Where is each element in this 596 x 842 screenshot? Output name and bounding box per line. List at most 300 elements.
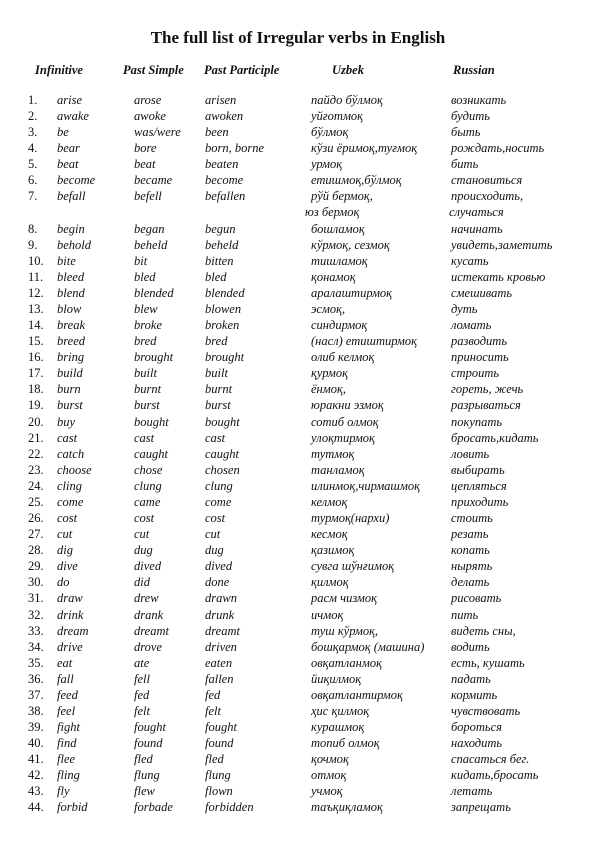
row-number: 11.: [28, 269, 44, 284]
russian-cell: кусать: [451, 253, 489, 268]
infinitive-cell: feed: [57, 687, 78, 702]
russian-cell: будить: [451, 109, 490, 124]
past-simple-cell: found: [134, 736, 163, 751]
russian-cell: резать: [451, 527, 489, 542]
uzbek-cell: топиб олмоқ: [311, 736, 380, 751]
table-row: [0, 799, 596, 815]
infinitive-cell: fly: [57, 784, 70, 799]
past-participle-cell: beheld: [205, 237, 239, 252]
infinitive-cell: cling: [57, 478, 82, 493]
infinitive-cell: behold: [57, 237, 92, 252]
past-participle-cell: felt: [205, 703, 221, 718]
infinitive-cell: buy: [57, 414, 76, 429]
row-number: 31.: [28, 591, 44, 606]
past-participle-cell: begun: [205, 221, 236, 236]
row-number: 18.: [28, 382, 44, 397]
uzbek-cell: овқатлантирмоқ: [311, 687, 403, 702]
russian-cell: разрываться: [451, 398, 521, 413]
infinitive-cell: fall: [57, 671, 74, 686]
russian-cell: ловить: [451, 446, 490, 461]
past-participle-cell: forbidden: [205, 800, 254, 815]
header-uzbek: Uzbek: [332, 63, 364, 77]
row-number: 42.: [28, 768, 44, 783]
uzbek-cell: аралаштирмоқ: [311, 285, 393, 300]
past-participle-cell: awoken: [205, 109, 244, 124]
uzbek-cell: сотиб олмоқ: [311, 414, 379, 429]
table-row: [0, 172, 596, 188]
infinitive-cell: cost: [57, 511, 78, 526]
past-simple-cell: fled: [134, 752, 153, 767]
past-participle-cell: bitten: [205, 253, 234, 268]
russian-cell: строить: [451, 366, 500, 381]
table-row: [0, 478, 596, 494]
past-participle-cell: blowen: [205, 302, 242, 317]
russian-cell: становиться: [451, 173, 523, 188]
uzbek-cell: ҳис қилмоқ: [311, 703, 370, 718]
uzbek-cell-continued: юз бермоқ: [305, 205, 360, 220]
past-participle-cell: drawn: [205, 591, 237, 606]
russian-cell: бросать,кидать: [451, 430, 539, 445]
infinitive-cell: do: [57, 575, 70, 590]
row-number: 1.: [28, 93, 38, 107]
uzbek-cell: расм чизмоқ: [311, 591, 378, 606]
table-row: [0, 639, 596, 655]
uzbek-cell: йиқилмоқ: [311, 671, 362, 686]
infinitive-cell: bear: [57, 141, 80, 156]
infinitive-cell: bite: [57, 253, 76, 268]
russian-cell: пить: [451, 607, 479, 622]
russian-cell: увидеть,заметить: [451, 237, 553, 252]
past-simple-cell: felt: [134, 703, 150, 718]
infinitive-cell: dream: [57, 623, 89, 638]
past-participle-cell: built: [205, 366, 228, 381]
past-simple-cell: arose: [134, 93, 162, 107]
table-row: [0, 333, 596, 349]
past-participle-cell: drunk: [205, 607, 235, 622]
past-simple-cell: broke: [134, 318, 162, 333]
table-row: [0, 719, 596, 735]
row-number: 19.: [28, 398, 44, 413]
russian-cell: быть: [451, 125, 481, 140]
past-simple-cell: dived: [134, 559, 162, 574]
past-simple-cell: drove: [134, 639, 162, 654]
infinitive-cell: draw: [57, 591, 83, 606]
uzbek-cell: бошқармоқ (машина): [311, 639, 425, 654]
russian-cell: ломать: [451, 318, 492, 333]
infinitive-cell: forbid: [57, 800, 88, 815]
infinitive-cell: blow: [57, 302, 82, 317]
past-simple-cell: beheld: [134, 237, 168, 252]
table-row: [0, 365, 596, 381]
infinitive-cell: flee: [57, 752, 76, 767]
verb-table: [0, 92, 596, 816]
past-simple-cell: fell: [134, 671, 150, 686]
past-participle-cell: become: [205, 173, 244, 188]
russian-cell: делать: [451, 575, 490, 590]
row-number: 28.: [28, 543, 44, 558]
russian-cell: чувствовать: [451, 703, 521, 718]
uzbek-cell: қурмоқ: [311, 366, 348, 381]
row-number: 3.: [28, 125, 38, 140]
uzbek-cell: (насл) етиштирмоқ: [311, 334, 417, 349]
past-simple-cell: cast: [134, 430, 155, 445]
infinitive-cell: dig: [57, 543, 73, 558]
russian-cell: кормить: [451, 687, 498, 702]
row-number: 8.: [28, 221, 38, 236]
infinitive-cell: build: [57, 366, 83, 381]
uzbek-cell: танламоқ: [311, 462, 365, 477]
row-number: 10.: [28, 253, 44, 268]
row-number: 27.: [28, 527, 44, 542]
russian-cell: спасаться бег.: [451, 752, 530, 767]
russian-cell: выбирать: [451, 462, 505, 477]
russian-cell: стоить: [451, 511, 493, 526]
infinitive-cell: blend: [57, 285, 85, 300]
row-number: 26.: [28, 511, 44, 526]
table-row: [0, 767, 596, 783]
uzbek-cell: юракни эзмоқ: [311, 398, 384, 413]
past-participle-cell: chosen: [205, 462, 240, 477]
uzbek-cell: таъқиқламоқ: [311, 800, 383, 815]
past-simple-cell: cut: [134, 527, 150, 542]
row-number: 5.: [28, 157, 38, 172]
uzbek-cell: қонамоқ: [311, 269, 356, 284]
infinitive-cell: drink: [57, 607, 84, 622]
russian-cell-continued: случаться: [449, 205, 504, 220]
russian-cell: рисовать: [451, 591, 502, 606]
past-participle-cell: fed: [205, 687, 221, 702]
infinitive-cell: burst: [57, 398, 83, 413]
russian-cell: цепляться: [451, 478, 507, 493]
past-simple-cell: chose: [134, 462, 163, 477]
russian-cell: кидать,бросать: [451, 768, 539, 783]
past-participle-cell: blended: [205, 285, 245, 300]
table-row: [0, 510, 596, 526]
infinitive-cell: befall: [57, 189, 86, 204]
table-row: [0, 751, 596, 767]
past-simple-cell: did: [134, 575, 150, 590]
past-simple-cell: fed: [134, 687, 150, 702]
past-participle-cell: come: [205, 494, 232, 509]
past-participle-cell: done: [205, 575, 230, 590]
russian-cell: нырять: [451, 559, 493, 574]
table-row: [0, 253, 596, 269]
uzbek-cell: тишламоқ: [311, 253, 368, 268]
row-number: 32.: [28, 607, 44, 622]
uzbek-cell: курашмоқ: [311, 720, 365, 735]
russian-cell: приносить: [451, 350, 509, 365]
russian-cell: находить: [451, 736, 503, 751]
table-row: [0, 623, 596, 639]
past-participle-cell: bred: [205, 334, 228, 349]
past-simple-cell: bred: [134, 334, 157, 349]
past-simple-cell: burnt: [134, 382, 162, 397]
infinitive-cell: fight: [57, 720, 80, 735]
table-row: [0, 301, 596, 317]
russian-cell: запрещать: [451, 800, 511, 815]
russian-cell: водить: [451, 639, 490, 654]
infinitive-cell: arise: [57, 93, 82, 107]
past-simple-cell: bought: [134, 414, 169, 429]
table-row: [0, 703, 596, 719]
infinitive-cell: bring: [57, 350, 85, 365]
uzbek-cell: овқатланмоқ: [311, 655, 382, 670]
infinitive-cell: burn: [57, 382, 81, 397]
uzbek-cell: улоқтирмоқ: [311, 430, 375, 445]
russian-cell: разводить: [451, 334, 508, 349]
uzbek-cell: бошламоқ: [311, 221, 365, 236]
table-row: [0, 574, 596, 590]
past-participle-cell: bled: [205, 269, 227, 284]
table-row: [0, 783, 596, 799]
past-simple-cell: fought: [134, 720, 166, 735]
uzbek-cell: ичмоқ: [311, 607, 344, 622]
table-row: [0, 558, 596, 574]
past-simple-cell: became: [134, 173, 173, 188]
table-row: [0, 108, 596, 124]
past-simple-cell: bit: [134, 253, 148, 268]
uzbek-cell: эсмоқ,: [311, 302, 346, 317]
infinitive-cell: beat: [57, 157, 79, 172]
past-participle-cell: brought: [205, 350, 245, 365]
infinitive-cell: choose: [57, 462, 92, 477]
past-participle-cell: born, borne: [205, 141, 265, 156]
past-participle-cell: cast: [205, 430, 226, 445]
uzbek-cell: етишмоқ,бўлмоқ: [311, 173, 402, 188]
infinitive-cell: break: [57, 318, 85, 333]
past-simple-cell: caught: [134, 446, 169, 461]
row-number: 22.: [28, 446, 44, 461]
past-simple-cell: cost: [134, 511, 155, 526]
uzbek-cell: туш кўрмоқ,: [311, 623, 379, 638]
page-title: The full list of Irregular verbs in English: [150, 28, 446, 47]
past-simple-cell: dug: [134, 543, 153, 558]
table-row: [0, 687, 596, 703]
table-row: [0, 607, 596, 623]
past-participle-cell: driven: [205, 639, 237, 654]
row-number: 41.: [28, 752, 44, 767]
table-row: [0, 430, 596, 446]
infinitive-cell: catch: [57, 446, 85, 461]
table-row: [0, 655, 596, 671]
row-number: 12.: [28, 285, 44, 300]
uzbek-cell: уйғотмоқ: [311, 109, 364, 124]
infinitive-cell: drive: [57, 639, 83, 654]
russian-cell: возникать: [451, 93, 507, 107]
row-number: 29.: [28, 559, 44, 574]
table-row: [0, 590, 596, 606]
past-simple-cell: dreamt: [134, 623, 169, 638]
uzbek-cell: ёнмоқ,: [311, 382, 346, 397]
row-number: 16.: [28, 350, 44, 365]
uzbek-cell: бўлмоқ: [311, 125, 349, 140]
infinitive-cell: awake: [57, 109, 89, 124]
infinitive-cell: breed: [57, 334, 85, 349]
past-simple-cell: forbade: [134, 800, 173, 815]
header-past-participle: Past Participle: [204, 63, 280, 77]
row-number: 35.: [28, 655, 44, 670]
row-number: 34.: [28, 639, 44, 654]
row-number: 39.: [28, 720, 44, 735]
past-participle-cell: been: [205, 125, 229, 140]
table-row: [0, 462, 596, 478]
past-participle-cell: beaten: [205, 157, 239, 172]
past-participle-cell: flung: [205, 768, 231, 783]
past-participle-cell: broken: [205, 318, 240, 333]
infinitive-cell: cast: [57, 430, 78, 445]
uzbek-cell: рўй бермоқ,: [311, 189, 373, 204]
russian-cell: бороться: [451, 720, 502, 735]
row-number: 44.: [28, 800, 44, 815]
russian-cell: гореть, жечь: [451, 382, 524, 397]
uzbek-cell: турмоқ(нархи): [311, 511, 390, 526]
table-row: [0, 156, 596, 172]
table-row: [0, 124, 596, 140]
past-simple-cell: flew: [134, 784, 155, 799]
row-number: 33.: [28, 623, 44, 638]
row-number: 14.: [28, 318, 44, 333]
table-row: [0, 397, 596, 413]
past-simple-cell: beat: [134, 157, 156, 172]
past-simple-cell: bled: [134, 269, 156, 284]
past-participle-cell: befallen: [205, 189, 246, 204]
table-row: [0, 735, 596, 751]
infinitive-cell: cut: [57, 527, 73, 542]
row-number: 21.: [28, 430, 44, 445]
table-row: [0, 446, 596, 462]
table-row: [0, 317, 596, 333]
past-participle-cell: flown: [205, 784, 233, 799]
row-number: 9.: [28, 237, 38, 252]
russian-cell: копать: [451, 543, 490, 558]
past-participle-cell: dived: [205, 559, 233, 574]
past-participle-cell: clung: [205, 478, 233, 493]
past-simple-cell: drank: [134, 607, 164, 622]
russian-cell: происходить,: [451, 189, 524, 204]
uzbek-cell: келмоқ: [311, 494, 348, 509]
past-simple-cell: was/were: [134, 125, 181, 140]
row-number: 36.: [28, 671, 44, 686]
row-number: 30.: [28, 575, 44, 590]
row-number: 17.: [28, 366, 44, 381]
russian-cell: видеть сны,: [451, 623, 516, 638]
row-number: 2.: [28, 109, 38, 124]
row-number: 43.: [28, 784, 44, 799]
past-participle-cell: bought: [205, 414, 240, 429]
uzbek-cell: отмоқ: [311, 768, 347, 783]
infinitive-cell: fling: [57, 768, 80, 783]
past-participle-cell: fallen: [205, 671, 234, 686]
table-row: [0, 188, 596, 220]
russian-cell: приходить: [451, 494, 509, 509]
past-simple-cell: built: [134, 366, 157, 381]
row-number: 23.: [28, 462, 44, 477]
russian-cell: падать: [451, 671, 491, 686]
past-simple-cell: befell: [134, 189, 162, 204]
past-simple-cell: blew: [134, 302, 158, 317]
russian-cell: есть, кушать: [451, 655, 525, 670]
uzbek-cell: кўрмоқ, сезмоқ: [311, 237, 390, 252]
past-participle-cell: caught: [205, 446, 240, 461]
past-simple-cell: drew: [134, 591, 159, 606]
uzbek-cell: синдирмоқ: [311, 318, 368, 333]
header-past-simple: Past Simple: [123, 63, 184, 77]
table-row: [0, 92, 596, 108]
table-row: [0, 285, 596, 301]
row-number: 15.: [28, 334, 44, 349]
uzbek-cell: пайдо бўлмоқ: [311, 93, 383, 107]
row-number: 4.: [28, 141, 38, 156]
russian-cell: дуть: [451, 302, 478, 317]
row-number: 20.: [28, 414, 44, 429]
russian-cell: смешивать: [451, 285, 513, 300]
uzbek-cell: кесмоқ: [311, 527, 348, 542]
uzbek-cell: тутмоқ: [311, 446, 355, 461]
table-row: [0, 526, 596, 542]
russian-cell: рождать,носить: [451, 141, 545, 156]
russian-cell: начинать: [451, 221, 503, 236]
table-row: [0, 381, 596, 397]
table-row: [0, 414, 596, 430]
uzbek-cell: олиб келмоқ: [311, 350, 375, 365]
infinitive-cell: come: [57, 494, 84, 509]
past-participle-cell: cost: [205, 511, 226, 526]
row-number: 7.: [28, 189, 38, 204]
row-number: 38.: [28, 703, 44, 718]
past-participle-cell: burst: [205, 398, 231, 413]
uzbek-cell: илинмоқ,чирмашмоқ: [311, 478, 420, 493]
past-simple-cell: blended: [134, 285, 174, 300]
past-participle-cell: fought: [205, 720, 237, 735]
infinitive-cell: find: [57, 736, 77, 751]
past-participle-cell: cut: [205, 527, 221, 542]
past-participle-cell: burnt: [205, 382, 233, 397]
russian-cell: покупать: [451, 414, 503, 429]
table-row: [0, 349, 596, 365]
infinitive-cell: dive: [57, 559, 78, 574]
table-row: [0, 237, 596, 253]
row-number: 24.: [28, 478, 44, 493]
past-simple-cell: flung: [134, 768, 160, 783]
infinitive-cell: be: [57, 125, 69, 140]
infinitive-cell: bleed: [57, 269, 85, 284]
russian-cell: истекать кровью: [451, 269, 546, 284]
table-row: [0, 269, 596, 285]
uzbek-cell: учмоқ: [311, 784, 343, 799]
past-participle-cell: dug: [205, 543, 224, 558]
infinitive-cell: feel: [57, 703, 76, 718]
row-number: 40.: [28, 736, 44, 751]
header-russian: Russian: [453, 63, 495, 77]
uzbek-cell: қилмоқ: [311, 575, 349, 590]
past-participle-cell: arisen: [205, 93, 237, 107]
row-number: 13.: [28, 302, 44, 317]
russian-cell: летать: [451, 784, 493, 799]
uzbek-cell: қочмоқ: [311, 752, 349, 767]
table-row: [0, 140, 596, 156]
table-row: [0, 542, 596, 558]
uzbek-cell: урмоқ: [311, 157, 343, 172]
table-row: [0, 494, 596, 510]
past-participle-cell: found: [205, 736, 234, 751]
uzbek-cell: қазимоқ: [311, 543, 355, 558]
infinitive-cell: eat: [57, 655, 73, 670]
past-simple-cell: brought: [134, 350, 174, 365]
past-participle-cell: dreamt: [205, 623, 240, 638]
row-number: 6.: [28, 173, 38, 188]
infinitive-cell: become: [57, 173, 96, 188]
past-simple-cell: bore: [134, 141, 157, 156]
